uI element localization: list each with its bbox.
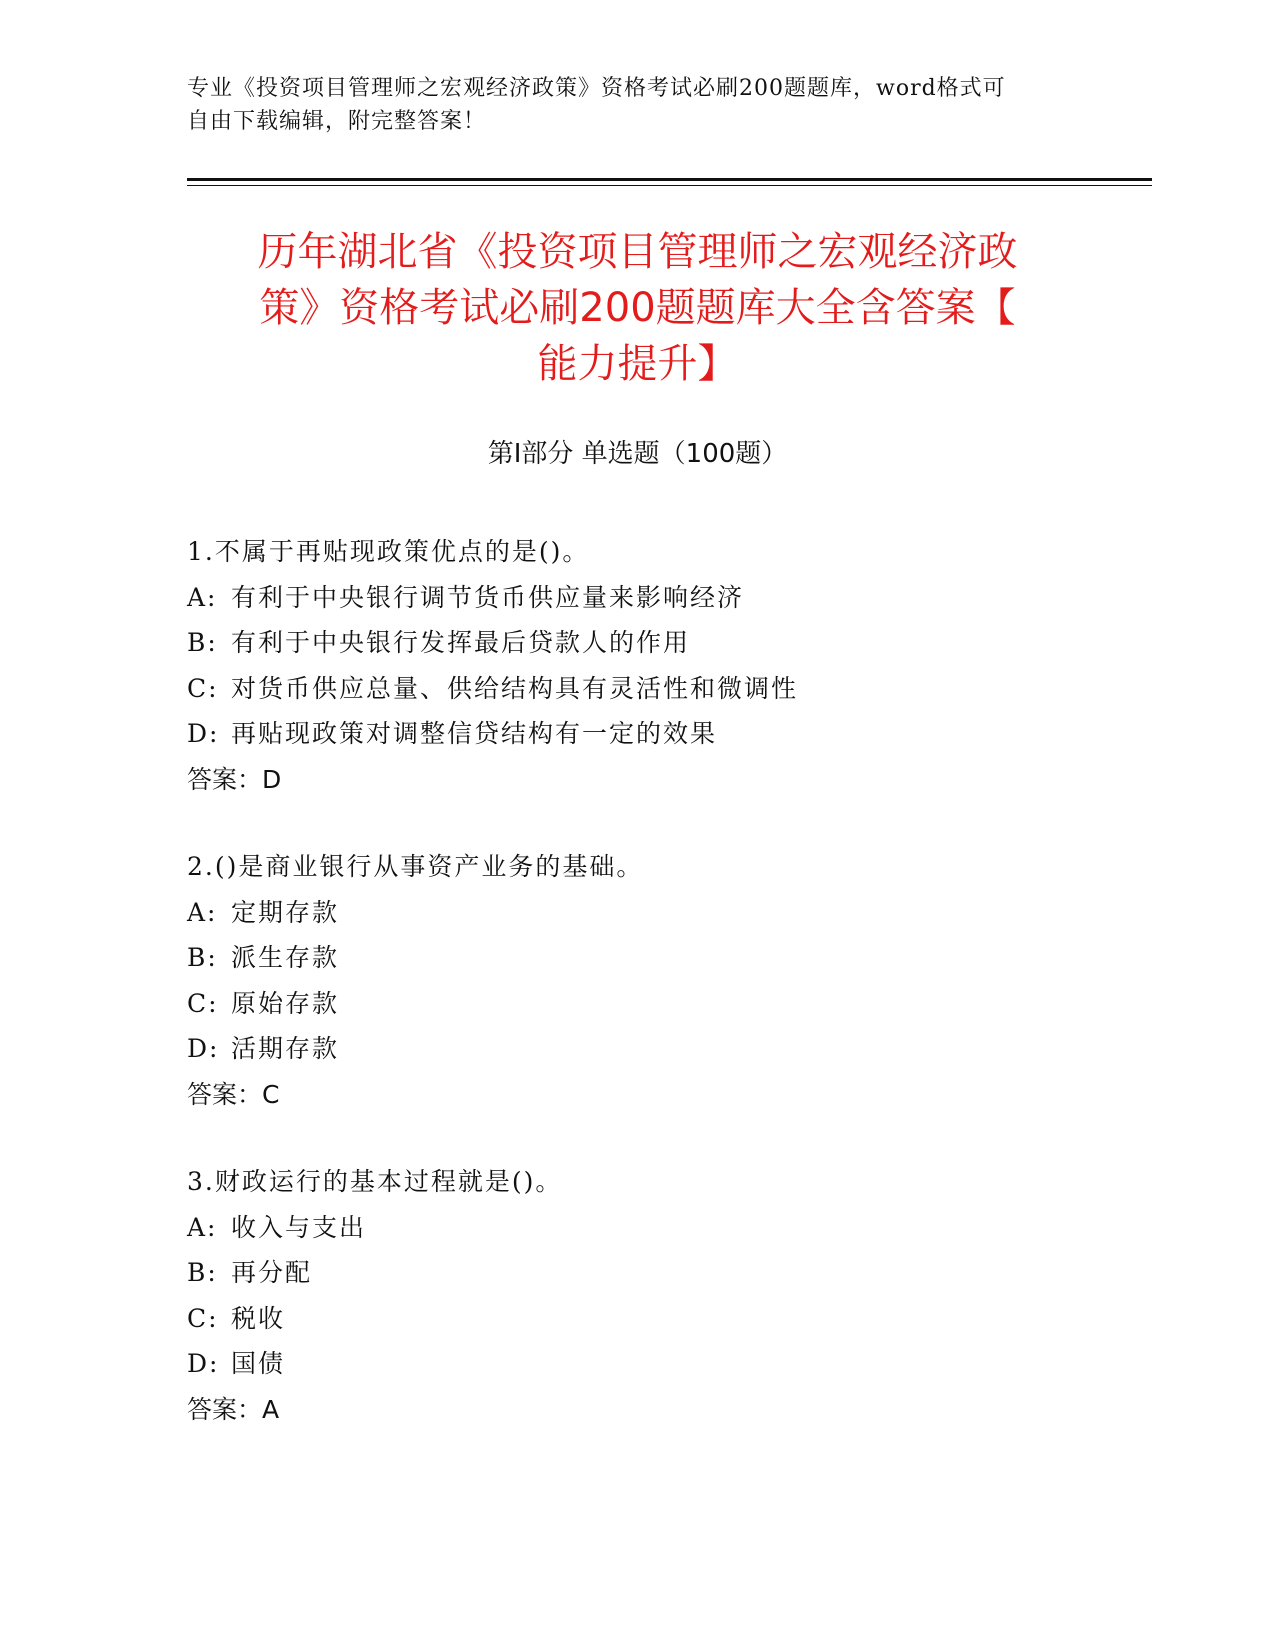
header-note-line-1: 专业《投资项目管理师之宏观经济政策》资格考试必刷200题题库，word格式可 [187,76,1006,101]
option-text: 对货币供应总量、供给结构具有灵活性和微调性 [231,673,799,703]
option-label: C: [187,988,219,1018]
option-label: B: [187,943,218,972]
option-label: A: [187,582,218,612]
option-d [187,711,1087,757]
document-title-line-3: 能力提升】 [537,341,738,387]
option-a [187,890,1087,936]
option-label: B: [187,1258,218,1287]
question-1 [187,529,1087,802]
option-text: 收入与支出 [231,1212,367,1242]
option-label: B: [187,628,218,657]
option-text: 再贴现政策对调整信贷结构有一定的效果 [231,719,718,748]
answer-line: 答案：D [187,764,282,794]
document-title [150,224,1125,392]
option-label: D: [187,1034,220,1063]
option-a [187,1205,1087,1251]
option-text: 定期存款 [231,897,340,927]
question-stem: 3.财政运行的基本过程就是()。 [187,1167,563,1196]
option-b [187,935,1087,981]
option-label: A: [187,897,218,927]
option-c [187,666,1087,712]
question-2 [187,844,1087,1117]
option-text: 活期存款 [231,1034,340,1063]
option-d [187,1026,1087,1072]
option-b [187,620,1087,666]
option-text: 税收 [231,1303,286,1333]
option-c [187,1296,1087,1342]
header-rule-thin [187,185,1152,186]
header-note-line-2: 自由下载编辑，附完整答案！ [187,109,487,134]
option-label: D: [187,1349,220,1378]
document-title-line-2: 策》资格考试必刷200题题库大全含答案【 [259,285,1016,331]
answer-line: 答案：C [187,1079,280,1109]
question-stem: 2.()是商业银行从事资产业务的基础。 [187,852,644,881]
option-b [187,1250,1087,1296]
question-stem: 1.不属于再贴现政策优点的是()。 [187,537,590,566]
option-label: A: [187,1212,218,1242]
option-text: 有利于中央银行调节货币供应量来影响经济 [231,582,745,612]
option-label: C: [187,673,219,703]
answer-line: 答案：A [187,1394,280,1424]
option-label: D: [187,719,220,748]
option-text: 派生存款 [231,943,340,972]
option-text: 有利于中央银行发挥最后贷款人的作用 [231,628,691,657]
question-list [187,529,1087,1474]
header-rule-thick [187,178,1152,181]
section-heading: 第Ⅰ部分 单选题（100题） [487,439,788,469]
document-title-line-1: 历年湖北省《投资项目管理师之宏观经济政 [257,229,1018,275]
option-a [187,575,1087,621]
header-note [187,72,1067,138]
option-label: C: [187,1303,219,1333]
option-text: 国债 [231,1349,286,1378]
question-3 [187,1159,1087,1432]
option-text: 原始存款 [231,988,340,1018]
option-text: 再分配 [231,1258,313,1287]
option-c [187,981,1087,1027]
option-d [187,1341,1087,1387]
